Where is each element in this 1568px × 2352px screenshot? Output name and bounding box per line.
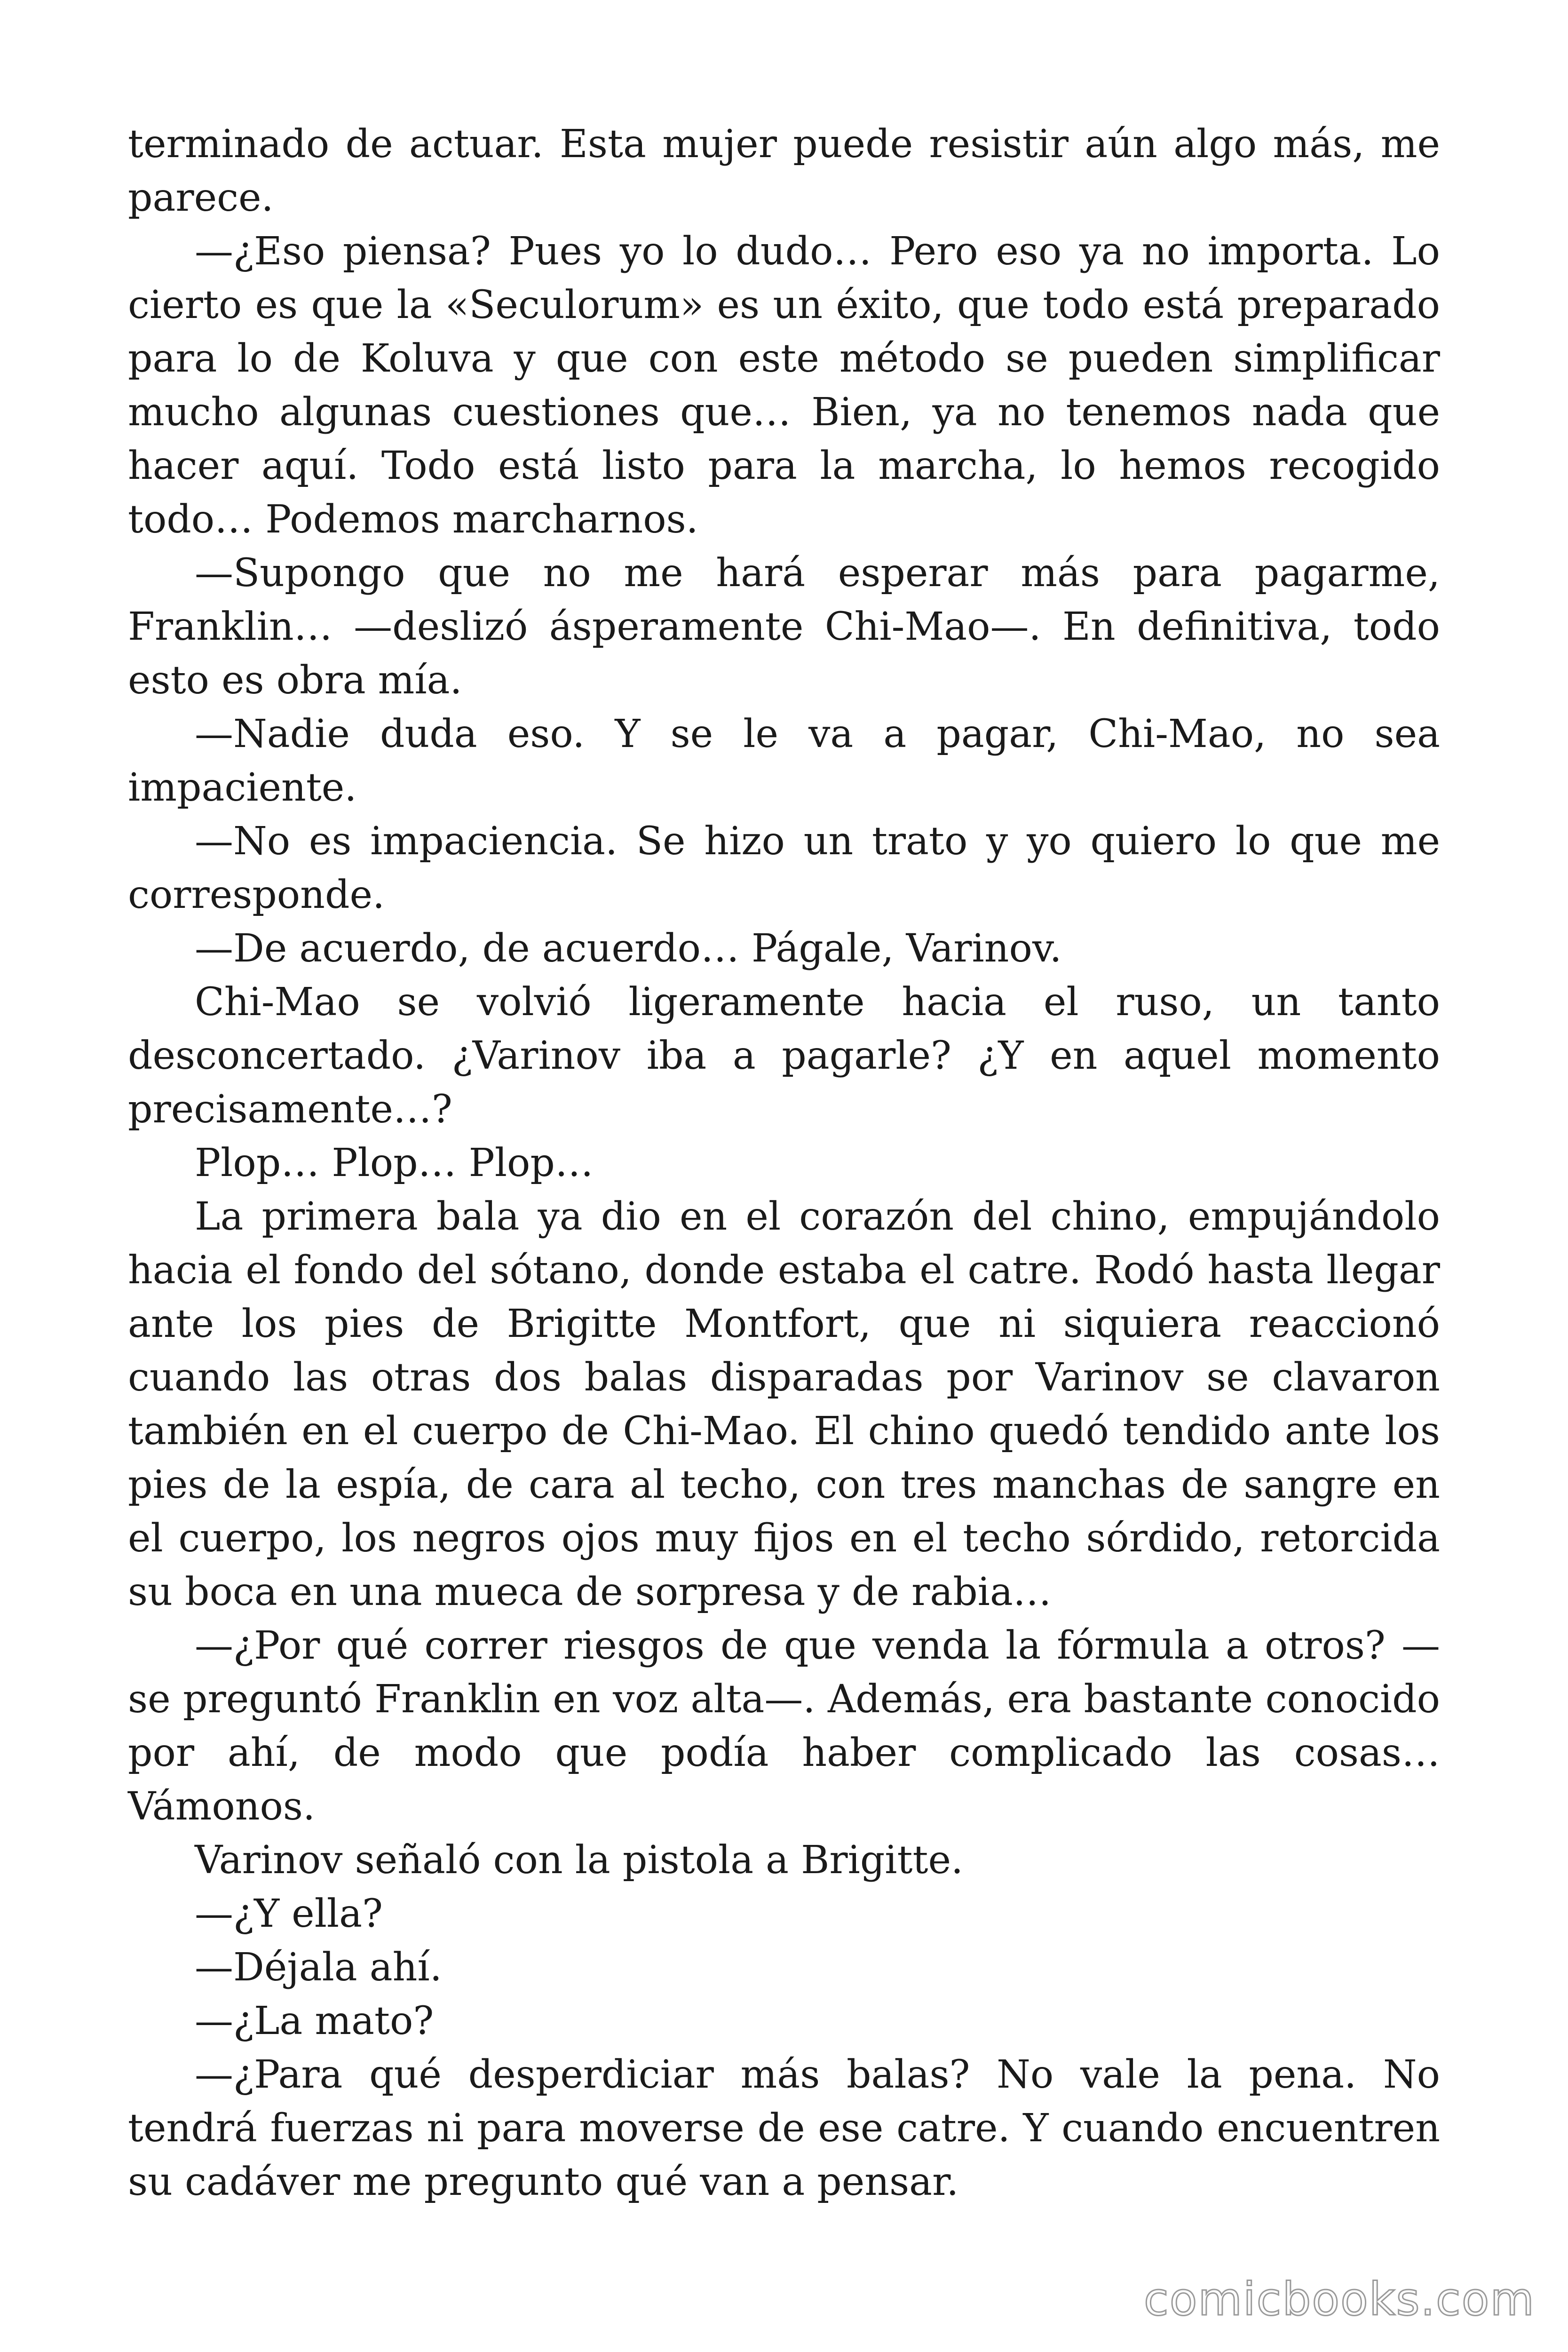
paragraph: —Nadie duda eso. Y se le va a pagar, Chi-Mao, no sea impaciente. [128, 712, 1440, 810]
paragraph: Chi-Mao se volvió ligeramente hacia el ruso, un tanto desconcertado. ¿Varinov iba a pagarle? ¿Y en aquel momento precisamente…? [128, 980, 1440, 1132]
paragraph: La primera bala ya dio en el corazón del chino, empujándolo hacia el fondo del sótano, donde estaba el catre. Rodó hasta llegar ante los pies de Brigitte Montfort, que ni siquiera reaccionó cuando las otras dos balas disparadas por Varinov se clavaron también en el cuerpo de Chi-Mao. El chino quedó tendido ante los pies de la espía, de cara al techo, con tres manchas de sangre en el cuerpo, los negros ojos muy fijos en el techo sórdido, retorcida su boca en una mueca de sorpresa y de rabia… [128, 1194, 1440, 1614]
paragraph-continuation: terminado de actuar. Esta mujer puede resistir aún algo más, me parece. [128, 122, 1440, 220]
paragraph: —De acuerdo, de acuerdo… Págale, Varinov. [195, 926, 1062, 971]
paragraph: —Déjala ahí. [195, 1945, 442, 1990]
watermark: comicbooks.com [1143, 2273, 1535, 2326]
body-text [128, 118, 1440, 2209]
paragraph: —No es impaciencia. Se hizo un trato y yo quiero lo que me corresponde. [128, 819, 1440, 917]
paragraph: —¿La mato? [195, 1999, 434, 2043]
paragraph: —¿Para qué desperdiciar más balas? No vale la pena. No tendrá fuerzas ni para moverse de ese catre. Y cuando encuentren su cadáver me pregunto qué van a pensar. [128, 2052, 1440, 2204]
paragraph: —¿Por qué correr riesgos de que venda la fórmula a otros? —se preguntó Franklin en voz alta—. Además, era bastante conocido por ahí, de modo que podía haber complicado las cosas… Vámonos. [128, 1623, 1440, 1829]
paragraph: Varinov señaló con la pistola a Brigitte. [195, 1838, 964, 1883]
paragraph: —¿Eso piensa? Pues yo lo dudo… Pero eso ya no importa. Lo cierto es que la «Seculorum» es un éxito, que todo está preparado para lo de Koluva y que con este método se pueden simplificar mucho algunas cuestiones que… Bien, ya no tenemos nada que hacer aquí. Todo está listo para la marcha, lo hemos recogido todo… Podemos marcharnos. [128, 229, 1440, 542]
paragraph: —Supongo que no me hará esperar más para pagarme, Franklin… —deslizó ásperamente Chi-Mao—. En definitiva, todo esto es obra mía. [128, 551, 1440, 703]
paragraph: Plop… Plop… Plop… [195, 1141, 594, 1185]
paragraph: —¿Y ella? [195, 1891, 383, 1936]
